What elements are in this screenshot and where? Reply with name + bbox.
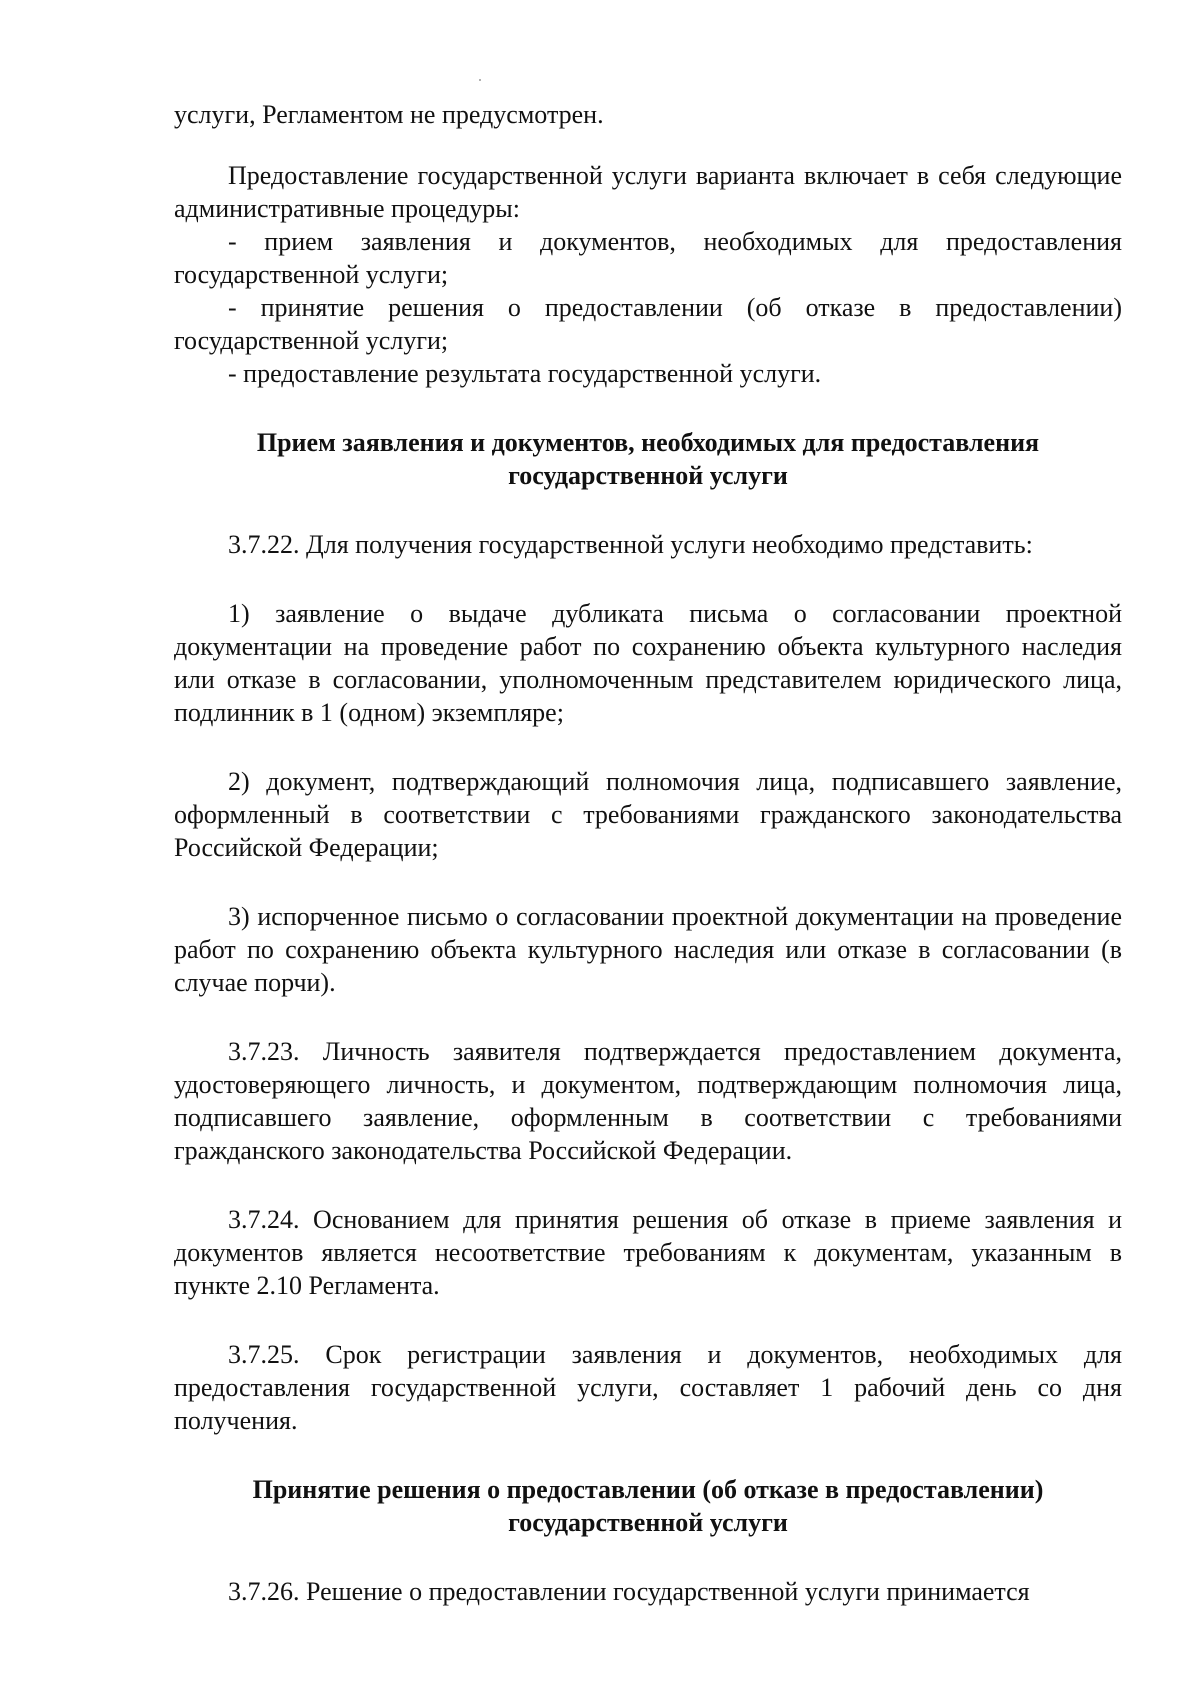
paragraph-3-7-22: 3.7.22. Для получения государственной услуги необходимо представить:: [228, 530, 1033, 559]
paragraph-3-7-23: 3.7.23. Личность заявителя подтверждается предоставлением документа, удостоверяющего личность, и документом, подтверждающим полномочия лица, подписавшего заявление, оформленным в соответствии с требованиями гражданского законодательства Российской Федерации.: [174, 1037, 1122, 1165]
paragraph-3-7-25: 3.7.25. Срок регистрации заявления и документов, необходимых для предоставления государственной услуги, составляет 1 рабочий день со дня получения.: [174, 1340, 1122, 1435]
scan-speck: [479, 79, 481, 81]
required-document-item: 3) испорченное письмо о согласовании проектной документации на проведение работ по сохранению объекта культурного наследия или отказе в согласовании (в случае порчи).: [174, 902, 1122, 997]
section-heading-reception: Прием заявления и документов, необходимых для предоставления государственной услуги: [256, 428, 1040, 490]
procedure-item: - прием заявления и документов, необходимых для предоставления государственной услуги;: [174, 227, 1122, 289]
document-body: [174, 98, 1122, 1608]
intro-tail-paragraph: услуги, Регламентом не предусмотрен.: [174, 100, 604, 129]
section-heading-decision: Принятие решения о предоставлении (об отказе в предоставлении) государственной услуги: [252, 1475, 1044, 1537]
procedures-intro-paragraph: Предоставление государственной услуги варианта включает в себя следующие административные процедуры:: [174, 161, 1122, 223]
paragraph-3-7-24: 3.7.24. Основанием для принятия решения об отказе в приеме заявления и документов является несоответствие требованиям к документам, указанным в пункте 2.10 Регламента.: [174, 1205, 1122, 1300]
required-document-item: 2) документ, подтверждающий полномочия лица, подписавшего заявление, оформленный в соответствии с требованиями гражданского законодательства Российской Федерации;: [174, 767, 1122, 862]
procedure-item: - принятие решения о предоставлении (об отказе в предоставлении) государственной услуги;: [174, 293, 1122, 355]
procedure-item: - предоставление результата государственной услуги.: [228, 359, 822, 388]
paragraph-3-7-26: 3.7.26. Решение о предоставлении государственной услуги принимается: [228, 1577, 1030, 1606]
required-document-item: 1) заявление о выдаче дубликата письма о согласовании проектной документации на проведение работ по сохранению объекта культурного наследия или отказе в согласовании, уполномоченным представителем юридического лица, подлинник в 1 (одном) экземпляре;: [174, 599, 1122, 727]
